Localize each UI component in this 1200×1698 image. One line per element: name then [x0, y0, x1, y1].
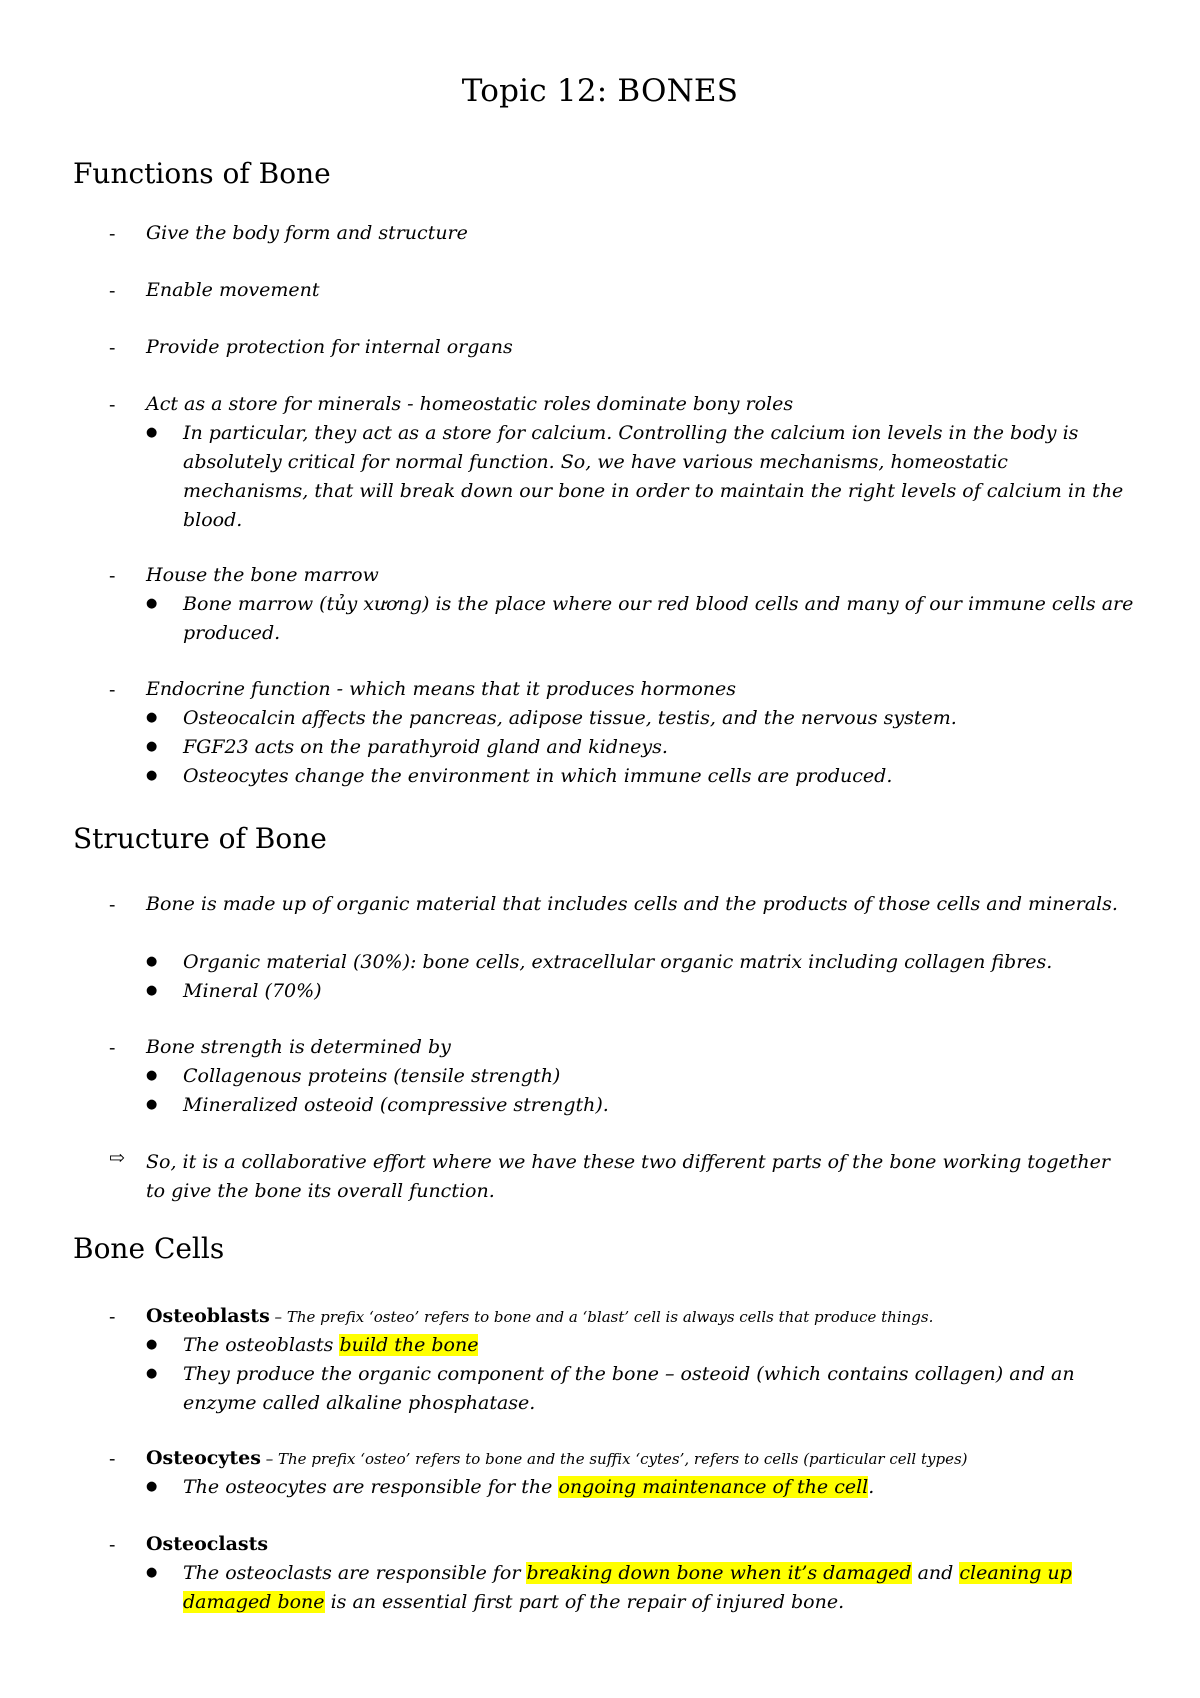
- cell-note: – The prefix ‘osteo’ refers to bone and the suffix ‘cytes’, refers to cells (particular cell types): [260, 1450, 968, 1468]
- function-item: Act as a store for minerals - homeostatic roles dominate bony roles: [146, 393, 794, 415]
- function-subitem: Osteocalcin affects the pancreas, adipose tissue, testis, and the nervous system.: [183, 707, 957, 729]
- bullet-marker: ●: [146, 1565, 158, 1580]
- structure-conclusion: So, it is a collaborative effort where we have these two different parts of the bone working together to give the bone its overall function.: [146, 1151, 1110, 1202]
- dash-marker: -: [109, 1306, 116, 1328]
- cell-name: Osteocytes: [146, 1447, 261, 1469]
- bullet-marker: ●: [146, 1068, 158, 1083]
- bullet-marker: ●: [146, 739, 158, 754]
- dash-marker: -: [109, 280, 116, 302]
- function-item: Give the body form and structure: [146, 222, 468, 244]
- structure-subitem: Collagenous proteins (tensile strength): [183, 1065, 561, 1087]
- dash-marker: -: [109, 223, 116, 245]
- bullet-marker: ●: [146, 1097, 158, 1112]
- bullet-marker: ●: [146, 710, 158, 725]
- cell-name: Osteoclasts: [146, 1533, 269, 1555]
- highlighted-text: ongoing maintenance of the cell: [558, 1476, 869, 1498]
- bullet-marker: ●: [146, 1479, 158, 1494]
- structure-item: Bone strength is determined by: [146, 1036, 451, 1058]
- cell-item-osteoblasts: [146, 1302, 1126, 1332]
- cell-item-osteocytes: [146, 1444, 1126, 1474]
- function-item: Enable movement: [146, 279, 320, 301]
- bullet-marker: ●: [146, 983, 158, 998]
- highlighted-text: breaking down bone when it’s damaged: [526, 1562, 912, 1584]
- function-item: Provide protection for internal organs: [146, 336, 513, 358]
- text-run: The osteoblasts: [183, 1334, 340, 1356]
- document-title: Topic 12: BONES: [461, 73, 739, 109]
- arrow-icon: ⇨: [109, 1147, 125, 1169]
- cell-note: – The prefix ‘osteo’ refers to bone and a ‘blast’ cell is always cells that produce things.: [269, 1308, 934, 1326]
- dash-marker: -: [109, 1534, 116, 1556]
- cell-subitem: [183, 1331, 1138, 1360]
- text-run: The osteoclasts are responsible for: [183, 1562, 527, 1584]
- structure-subitem: Mineralized osteoid (compressive strength).: [183, 1094, 609, 1116]
- function-subitem: Bone marrow (tủy xương) is the place where our red blood cells and many of our immune cells are produced.: [183, 593, 1134, 644]
- structure-subitem: Organic material (30%): bone cells, extracellular organic matrix including collagen fibres.: [183, 951, 1053, 973]
- dash-marker: -: [109, 894, 116, 916]
- section-heading-cells: Bone Cells: [73, 1232, 225, 1265]
- highlighted-text: build the bone: [339, 1334, 479, 1356]
- dash-marker: -: [109, 394, 116, 416]
- dash-marker: -: [109, 679, 116, 701]
- function-subitem: FGF23 acts on the parathyroid gland and kidneys.: [183, 736, 668, 758]
- bullet-marker: ●: [146, 1337, 158, 1352]
- cell-subitem: They produce the organic component of the bone – osteoid (which contains collagen) and an enzyme called alkaline phosphatase.: [183, 1363, 1075, 1414]
- structure-item: Bone is made up of organic material that includes cells and the products of those cells and minerals.: [146, 893, 1118, 915]
- function-subitem: In particular, they act as a store for calcium. Controlling the calcium ion levels in the body is absolutely critical for normal function. So, we have various mechanisms, homeostatic mechanisms, that will break down our bone in order to maintain the right levels of calcium in the blood.: [183, 422, 1124, 531]
- text-run: .: [868, 1476, 875, 1498]
- section-heading-functions: Functions of Bone: [73, 157, 331, 190]
- dash-marker: -: [109, 1448, 116, 1470]
- structure-subitem: Mineral (70%): [183, 980, 322, 1002]
- section-heading-structure: Structure of Bone: [73, 822, 327, 855]
- cell-name: Osteoblasts: [146, 1305, 270, 1327]
- cell-subitem: [183, 1473, 1138, 1502]
- highlighted-text: cleaning up damaged bone: [183, 1562, 1072, 1613]
- cell-item-osteoclasts: [146, 1530, 1126, 1559]
- bullet-marker: ●: [146, 596, 158, 611]
- text-run: is an essential first part of the repair of injured bone.: [324, 1591, 845, 1613]
- text-run: and: [911, 1562, 960, 1584]
- dash-marker: -: [109, 565, 116, 587]
- function-subitem: Osteocytes change the environment in which immune cells are produced.: [183, 765, 893, 787]
- function-item: Endocrine function - which means that it produces hormones: [146, 678, 737, 700]
- bullet-marker: ●: [146, 954, 158, 969]
- cell-subitem: [183, 1559, 1138, 1617]
- dash-marker: -: [109, 337, 116, 359]
- bullet-marker: ●: [146, 768, 158, 783]
- dash-marker: -: [109, 1037, 116, 1059]
- function-item: House the bone marrow: [146, 564, 379, 586]
- bullet-marker: ●: [146, 1366, 158, 1381]
- bullet-marker: ●: [146, 425, 158, 440]
- text-run: The osteocytes are responsible for the: [183, 1476, 559, 1498]
